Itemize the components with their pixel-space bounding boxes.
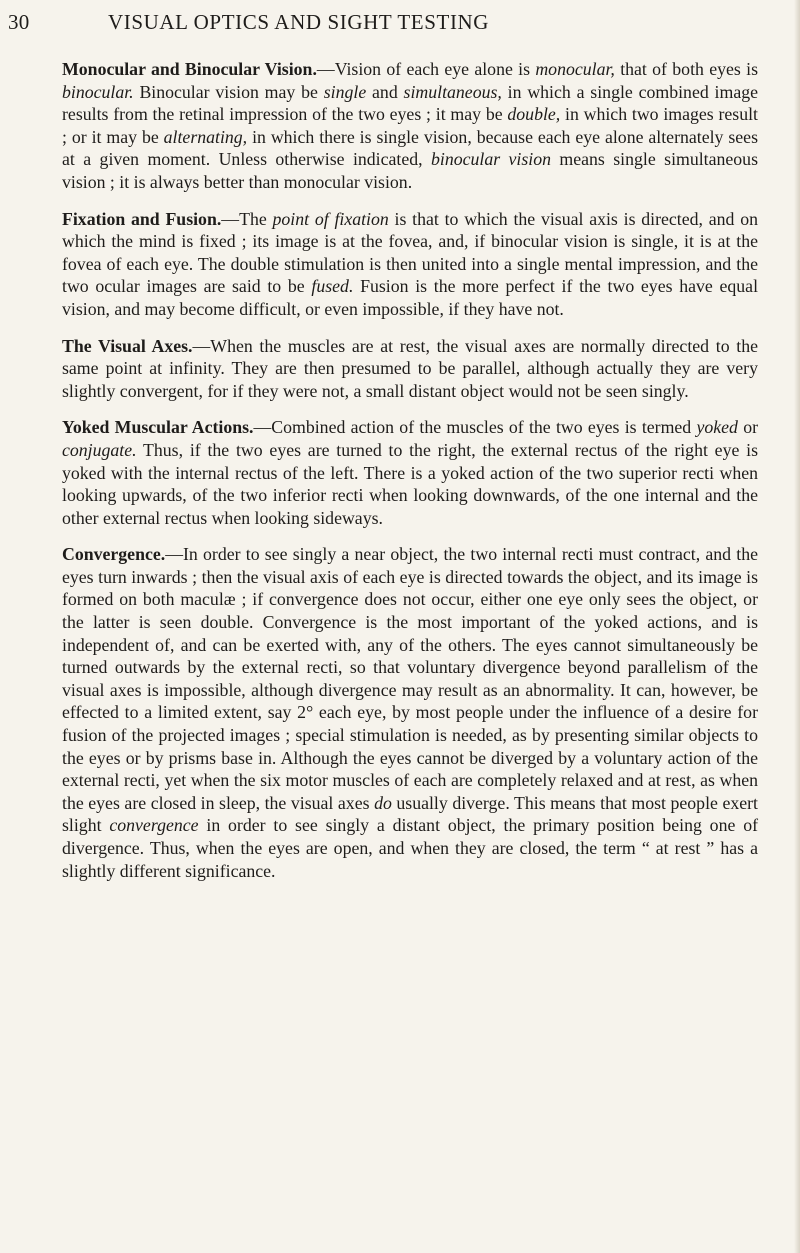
paragraph-visual-axes	[62, 335, 758, 403]
body-text-run: Binocular vision may be	[133, 81, 324, 102]
italic-term: fused.	[311, 276, 354, 297]
italic-term: point of fixation	[272, 208, 389, 229]
italic-term: convergence	[109, 815, 199, 836]
italic-term: simultaneous,	[403, 81, 502, 102]
section-heading: Yoked Muscular Actions.	[62, 417, 254, 438]
body-text-run: or	[737, 417, 759, 438]
paragraph-convergence	[62, 543, 758, 882]
body-text-run: and	[366, 81, 404, 102]
body-text-run: Fusion is the more perfect if the two eyes have equal vision, and may become difficult, or even impossible, if they have not.	[62, 276, 759, 319]
italic-term: monocular,	[535, 59, 615, 79]
section-heading: The Visual Axes.	[62, 335, 193, 356]
italic-term: binocular vision	[430, 149, 552, 170]
body-text-run: in which there is single vision, because each eye alone alternately sees at a given moment. Unless otherwise indicated,	[62, 126, 758, 170]
paragraph-fixation-fusion	[62, 208, 758, 321]
body-text-run: means single simultaneous vision ; it is always better than monocular vision.	[62, 149, 758, 192]
body-text	[62, 58, 758, 896]
body-text-run: that of both eyes is	[614, 59, 758, 79]
body-text-run: —Vision of each eye alone is	[316, 59, 536, 79]
body-text-run: is that to which the visual axis is directed, and on which the mind is fixed ; its image is at the fovea, and, if binocular vision is single, it is at the fovea of each eye. The double stimulation is then united into a single mental impression, and the two ocular images are said to be	[62, 208, 758, 297]
paragraph-monocular-binocular	[62, 58, 758, 194]
section-heading: Convergence.	[62, 544, 166, 565]
paragraph-yoked-actions	[62, 416, 758, 529]
body-text-run: —Combined action of the muscles of the two eyes is termed	[253, 417, 697, 438]
italic-term: binocular.	[62, 81, 134, 102]
page-edge-shadow	[794, 0, 800, 1253]
body-text-run: —The	[221, 208, 273, 229]
page-header	[8, 6, 740, 40]
body-text-run: in order to see singly a distant object, the primary position being one of divergence. Thus, when the eyes are open, and when they are closed, the term “ at rest ” has a slightly different significance.	[62, 815, 759, 881]
italic-term: double,	[507, 104, 561, 125]
body-text-run: in which a single combined image results from the retinal impression of the two eyes ; it may be	[62, 81, 758, 125]
body-text-run: in which two images result ; or it may be	[62, 104, 758, 147]
italic-term: alternating,	[163, 126, 248, 147]
body-text-run: Thus, if the two eyes are turned to the right, the external rectus of the right eye is yoked with the internal rectus of the left. There is a yoked action of the two superior recti when looking upwards, of the two inferior recti when looking downwards, of the one internal and the other external rectus when looking sideways.	[62, 439, 758, 528]
body-text-run: —In order to see singly a near object, the two internal recti must contract, and the eyes turn inwards ; then the visual axis of each eye is directed towards the object, and its image is formed on both maculæ ; if convergence does not occur, either one eye only sees the object, or the latter is seen double. Convergence is the most important of the yoked actions, and is independent of, and can be exerted with, any of the others. The eyes cannot simultaneously be turned outwards by the external recti, so that voluntary divergence beyond parallelism of the visual axes is impossible, although divergence may result as an abnormality. It can, however, be effected to a limited extent, say 2° each eye, by most people under the influence of a desire for fusion of the projected images ; special stimulation is needed, as by presenting similar objects to the eyes or by prisms base in. Although the eyes cannot be diverged by a voluntary action of the external recti, yet when the six motor muscles of each are completely relaxed and at rest, as when the eyes are closed in sleep, the visual axes	[62, 544, 758, 813]
body-text-run: usually diverge. This means that most people exert slight	[62, 792, 758, 836]
section-heading: Fixation and Fusion.	[62, 208, 222, 229]
body-text-run: —When the muscles are at rest, the visual axes are normally directed to the same point at infinity. They are then presumed to be parallel, although actually they are very slightly convergent, for if they were not, a small distant object would not be seen singly.	[62, 335, 759, 401]
italic-term: yoked	[696, 417, 738, 438]
italic-term: single	[323, 81, 367, 102]
italic-term: do	[374, 792, 392, 813]
section-heading: Monocular and Binocular Vision.	[62, 59, 317, 79]
page-number: 30	[8, 10, 30, 34]
italic-term: conjugate.	[62, 439, 137, 460]
running-title: VISUAL OPTICS AND SIGHT TESTING	[108, 10, 490, 34]
